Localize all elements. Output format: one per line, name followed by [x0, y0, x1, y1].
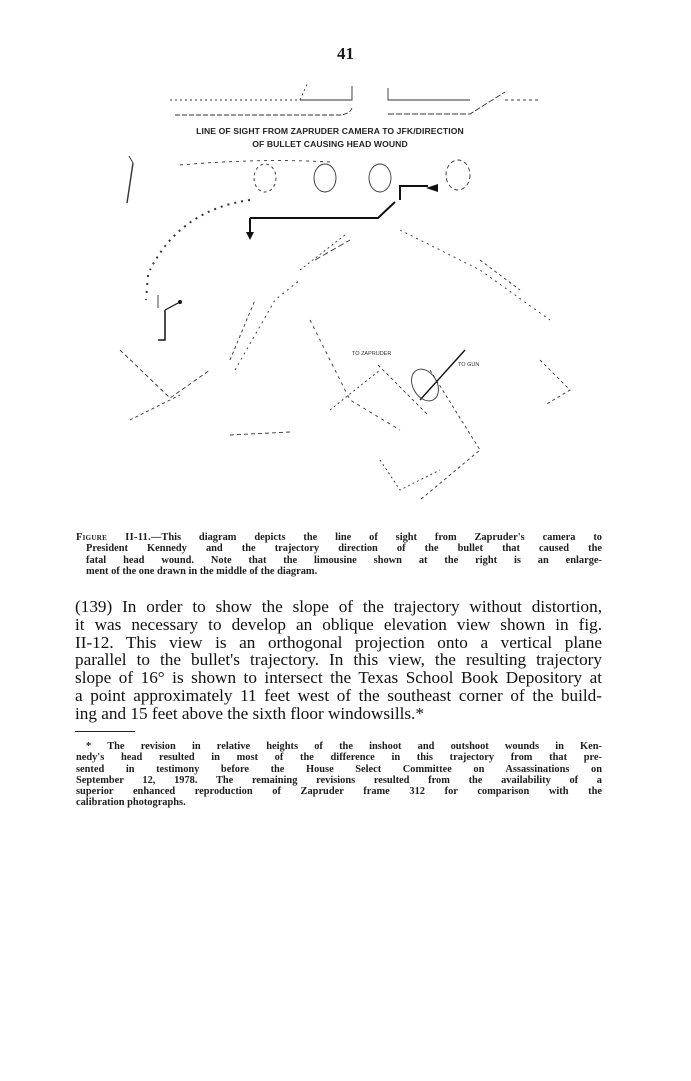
building-outline	[540, 360, 570, 405]
bracket-line	[158, 310, 165, 340]
body-line: parallel to the bullet's trajectory. In this view, the resulting trajectory	[75, 650, 602, 670]
caption-line: ment of the one drawn in the middle of the diagram.	[86, 565, 318, 577]
caption-prefix: Figure II-11.	[76, 532, 152, 543]
street-curve	[180, 161, 330, 165]
building-outline	[120, 350, 210, 398]
upper-drawing-line	[175, 108, 352, 115]
elm-street-curve	[150, 200, 250, 270]
building-outline	[380, 460, 440, 490]
line-of-sight	[250, 202, 395, 218]
upper-drawing-line	[388, 88, 470, 100]
building-outline	[230, 300, 255, 360]
car-marker	[246, 232, 254, 240]
upper-drawing-line	[388, 92, 505, 114]
body-line: II-12. This view is an orthogonal projection onto a vertical plane	[75, 632, 602, 652]
caption-line: fatal head wound. Note that the limousine shown at the right is an enlarge-	[86, 554, 602, 566]
building-outline	[310, 320, 400, 430]
head-outline	[406, 364, 444, 405]
footnote-line: superior enhanced reproduction of Zapruder frame 312 for comparison with the	[76, 786, 602, 798]
figure-title-line: OF BULLET CAUSING HEAD WOUND	[252, 139, 408, 149]
body-line: slope of 16° is shown to intersect the Texas School Book Depository at	[75, 668, 602, 688]
building-outline	[330, 370, 380, 410]
footnote-line: sented in testimony before the House Select Committee on Assassinations on	[76, 763, 602, 775]
wheel-outline	[314, 164, 336, 192]
left-marker-line	[127, 163, 133, 203]
building-outline	[315, 240, 350, 260]
figure-title	[120, 125, 540, 151]
elm-street-curve	[146, 275, 148, 300]
dot-marker	[178, 300, 182, 304]
building-outline	[300, 235, 345, 270]
wheel-outline	[254, 164, 276, 192]
to-zapruder-label: TO ZAPRUDER	[352, 351, 392, 357]
bullet-trajectory	[420, 350, 465, 400]
body-line: ing and 15 feet above the sixth floor windowsills.*	[75, 703, 424, 723]
building-outline	[400, 230, 550, 320]
body-paragraph	[75, 598, 602, 723]
building-outline	[480, 260, 520, 290]
footnote-divider	[75, 731, 135, 732]
wheel-outline	[446, 160, 470, 190]
upper-drawing-line	[170, 82, 308, 100]
page-number: 41	[337, 44, 354, 63]
to-gun-label: TO GUN	[458, 362, 480, 368]
bracket-line	[165, 302, 180, 310]
building-outline	[230, 432, 290, 435]
caption-line	[76, 532, 602, 543]
footnote-line: calibration photographs.	[76, 797, 186, 809]
left-marker-arrow	[129, 156, 133, 163]
footnote-line: September 12, 1978. The remaining revisions resulted from the availability of a	[76, 774, 602, 786]
car-pointer	[400, 186, 428, 200]
wheel-outline	[369, 164, 391, 192]
body-line: (139) In order to show the slope of the trajectory without distortion,	[75, 597, 602, 616]
figure-caption	[76, 532, 602, 577]
footnote-line: * The revision in relative heights of the inshoot and outshoot wounds in Ken-	[86, 741, 602, 752]
building-outline	[130, 395, 180, 420]
body-line: a point approximately 11 feet west of the southeast corner of the build-	[75, 685, 602, 705]
footnote-line: nedy's head resulted in most of the difference in this trajectory from that pre-	[76, 752, 602, 764]
body-line: it was necessary to develop an oblique elevation view shown in fig.	[75, 614, 602, 634]
camera-sightline	[378, 365, 428, 415]
caption-line: President Kennedy and the trajectory direction of the bullet that caused the	[86, 543, 602, 555]
caption-line-text: —This diagram depicts the line of sight from Zapruder's camera to	[151, 532, 602, 543]
upper-drawing-line	[300, 86, 352, 100]
figure-title-line: LINE OF SIGHT FROM ZAPRUDER CAMERA TO JFK/DIRECTION	[196, 126, 464, 136]
footnote	[76, 741, 602, 809]
